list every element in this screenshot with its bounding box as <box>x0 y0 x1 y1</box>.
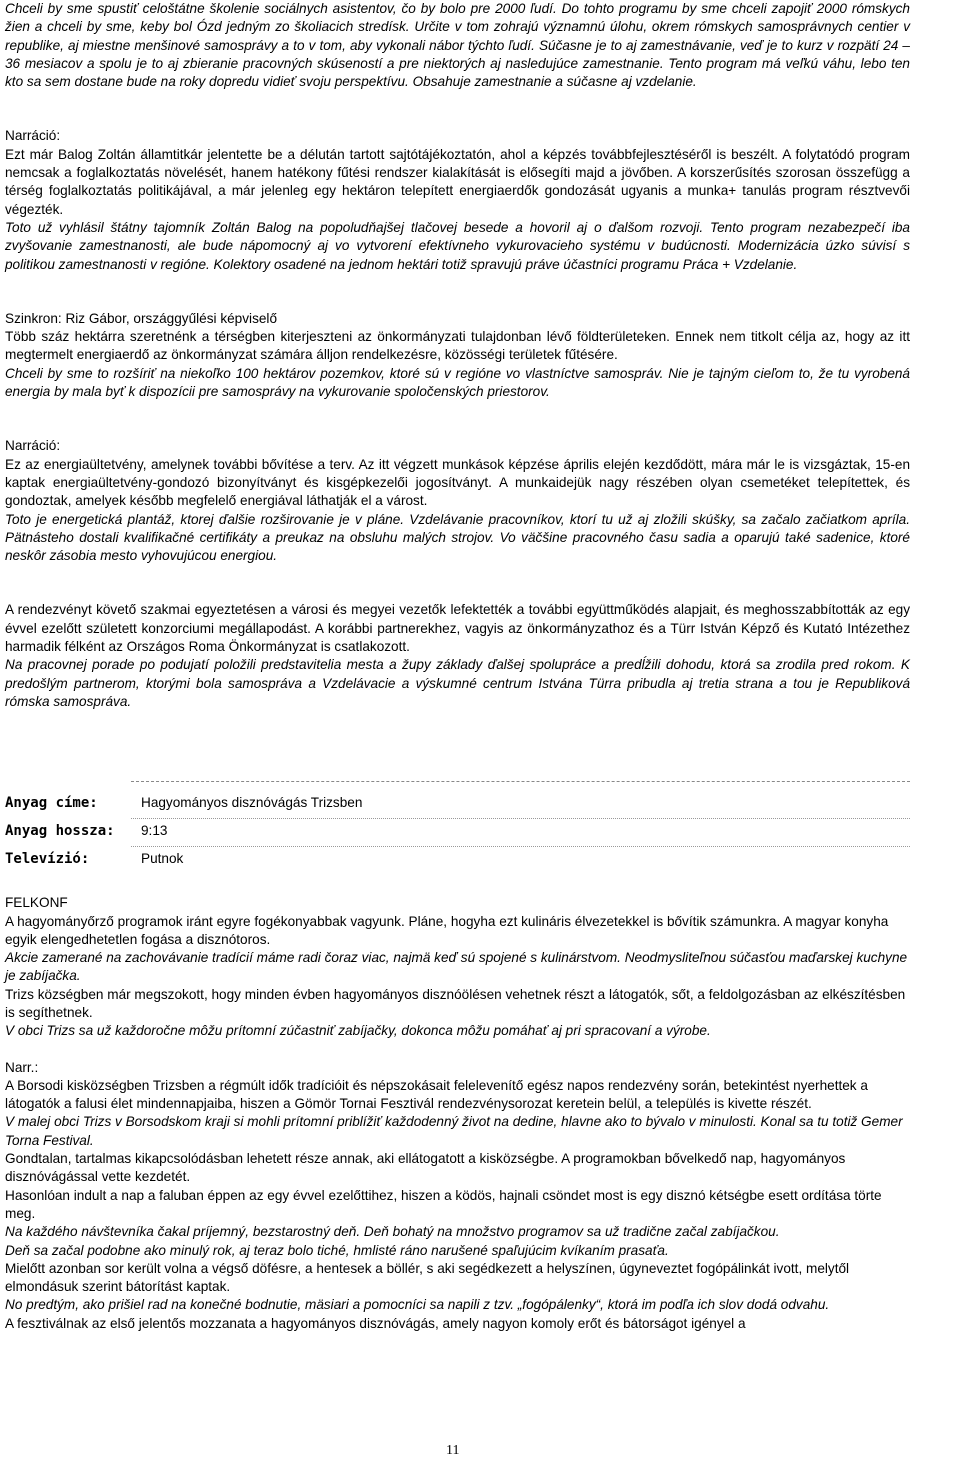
meeting-text-hu: A rendezvényt követő szakmai egyeztetésen a városi és megyei vezetők lefektették a további együttműködés alapjait, és meghosszabbították az egy évvel ezelőtt született konzorciumi megállapodást. A korábbi partnerekhez, vagyis az önkormányzathoz és a Türr István Képző és Kutató Intézethez harmadik félként az Országos Roma Önkormányzat is csatlakozott. <box>5 602 910 655</box>
title-value: Hagyományos disznóvágás Trizsben <box>141 795 363 811</box>
narr-text-sk: Deň sa začal podobne ako minulý rok, aj teraz bolo tiché, hmlisté ráno narušené spaľujúcim kvíkaním prasaťa. <box>5 1242 669 1258</box>
source-text-sk: Chceli by sme to rozšíriť na niekoľko 100 hektárov pozemkov, ktoré sú v regióne vo vlastníctve samospráv. Nie je tajným cieľom to, že tu vyrobená energia by mala byť k dispozícii pre samosprávy na vykurovanie spoločenských priestorov. <box>5 365 910 400</box>
felkonf-label: FELKONF <box>5 895 68 911</box>
felkonf-text-sk: Akcie zamerané na zachovávanie tradícií máme radi čoraz viac, najmä keď sú spojené s kulinárstvom. Neodmysliteľnou súčasťou maďarskej kuchyne je zabíjačka. <box>5 950 908 984</box>
narr-text-sk: Na každého návštevníka čakal príjemný, bezstarostný deň. Deň bohatý na množstvo programov sa už tradične začal zabíjačkou. <box>5 1224 780 1240</box>
felkonf-text-hu: A hagyományőrző programok iránt egyre fogékonyabbak vagyunk. Pláne, hogyha ezt kulináris élvezetekkel is bővítik számunkra. A magyar konyha egyik elengedhetetlen fogása a disznótoros. <box>5 913 889 947</box>
tv-value: Putnok <box>141 851 184 867</box>
length-label: Anyag hossza: <box>5 823 115 840</box>
narr-paragraphs <box>5 1077 910 1333</box>
narration-label: Narráció: <box>5 128 61 144</box>
narration-label: Narráció: <box>5 438 61 454</box>
info-divider <box>131 781 910 782</box>
felkonf-text-sk: V obci Trizs sa už každoročne môžu prítomní zúčastniť zabíjačky, dokonca môžu pomáhať aj pri spracovaní a výrobe. <box>5 1023 711 1039</box>
document-page <box>5 0 910 1333</box>
source-label: Szinkron: Riz Gábor, országgyűlési képviselő <box>5 310 278 326</box>
info-divider <box>131 818 910 819</box>
narr-text-hu: A fesztiválnak az első jelentős mozzanata a hagyományos disznóvágás, amely nagyon komoly erőt és bátorságot igényel a <box>5 1315 746 1331</box>
narration-text-sk: Toto je energetická plantáž, ktorej ďalšie rozširovanie je v pláne. Vzdelávanie pracovníkov, ktorí tu už aj zložili skúšky, sa začalo začiatkom apríla. Pätnásteho dostali kvalifikačné certifikáty a preukaz na obsluhu malých strojov. Vo väčšine pracovného času sadia a oparujú také sadenice, ktoré neskôr zásobia mesto vyhovujúcou energiou. <box>5 511 910 564</box>
narration-text-hu: Ez az energiaültetvény, amelynek további bővítése a terv. Az itt végzett munkások képzése április elején kezdődött, mára már le is vizsgáztak, 15-en kaptak energiaültetvény-gondozó bizonyítványt és kisgépkezelői jogosítványt. A munkaidejük nagy részében olyan csemetéket telepítettek, és gondoztak, amelyek később megfelelő energiával láthatják el a várost. <box>5 456 910 509</box>
narr-text-hu: Hasonlóan indult a nap a faluban éppen az egy évvel ezelőttihez, hiszen a ködös, hajnali csöndet most is egy disznó kétségbe esett ordítása törte meg. <box>5 1187 882 1221</box>
felkonf-text-hu: Trizs községben már megszokott, hogy minden évben hagyományos disznóölésen vehetnek részt a látogatók, sőt, a feldolgozásban az elkészítésben is segíthetnek. <box>5 986 906 1020</box>
length-value: 9:13 <box>141 823 168 839</box>
meeting-text-sk: Na pracovnej porade po podujatí položili predstavitelia mesta a župy základy ďalšej spolupráce a predĺžili dohodu, ktorá sa zrodila pred rokom. K predošlým partnerom, ktorými bola samospráva a Vzdelávacie a výskumné centrum Istvána Türra pribudla aj tretia strana a tou je Republiková rómska samospráva. <box>5 657 910 709</box>
narr-text-hu: Gondtalan, tartalmas kikapcsolódásban lehetett része annak, aki ellátogatott a kisközségbe. A programokban bővelkedő nap, hagyományos disznóvágással vette kezdetét. <box>5 1151 846 1185</box>
narration-text-sk: Toto už vyhlásil štátny tajomník Zoltán Balog na popoludňajšej tlačovej besede a hovoril aj o ďalšom rozvoji. Tento program nezabezpečí iba zvyšovanie zamestnanosti, ale bude nápomocný aj vo vytvorení efektívneho vykurovacieho systému v budúcnosti. Modernizácia úzko súvisí s politikou zamestnanosti v regióne. Kolektory osadené na jednom hektári totiž spravujú práve účastníci programu Práca + Vzdelanie. <box>5 219 910 272</box>
narr-text-sk: V malej obci Trizs v Borsodskom kraji si mohli prítomní priblížiť každodenný život na dedine, hlavne ako to bývalo v minulosti. Konal sa tu totiž Gemer Torna Festival. <box>5 1114 903 1148</box>
info-divider <box>131 846 910 847</box>
tv-label: Televízió: <box>5 851 90 868</box>
page-number: 11 <box>446 1443 460 1458</box>
narr-label: Narr.: <box>5 1059 39 1075</box>
intro-paragraph-sk: Chceli by sme spustiť celoštátne školenie sociálnych asistentov, čo by bolo pre 2000 ľudí. Do tohto programu by sme chceli zapojiť 2000 rómskych žien a chceli by sme, keby bol Ózd jedným zo školiacich stredísk. Určite v tom zohrajú významnú úlohu, okrem rómskych samosprávnych centier v republike, aj miestne menšinové samosprávy a to v tom, aby vykonali nábor týchto ľudí. Súčasne je to aj zamestnávanie, veď je to kurz v rozpätí 24 – 36 mesiacov a spolu je to aj zbieranie pracovných skúseností a pre niektorých aj nasledujúce zamestnanie. Tento program má veľkú váhu, lebo ten kto sa sem dostane bude na roky dopredu vidieť svoju perspektívu. Obsahuje zamestnanie a súčasne aj vzdelanie. <box>5 1 910 90</box>
title-label: Anyag címe: <box>5 795 98 812</box>
narr-text-sk: No predtým, ako prišiel rad na konečné bodnutie, mäsiari a pomocníci sa napili z tzv. „fogópálenky“, ktorá im podľa ich slov dodá odvahu. <box>5 1297 830 1313</box>
narration-text-hu: Ezt már Balog Zoltán államtitkár jelentette be a délután tartott sajtótájékoztatón, ahol a képzés továbbfejlesztéséről is beszélt. A folytatódó program nemcsak a foglalkoztatás növelését, hanem hatékony fűtési rendszer kialakítását is elősegíti majd a jövőben. A korszerűsítés szorosan összefügg a térség foglalkoztatás politikájával, a már jelenleg egy hektáron telepített energiaerdők gondozását ugyanis a munka+ tanulás program résztvevői végezték. <box>5 146 910 217</box>
narr-text-hu: A Borsodi kisközségben Trizsben a régmúlt idők tradícióit és népszokásait felelevenítő egész napos rendezvény során, betekintést nyerhettek a látogatók a falusi élet mindennapjaiba, hiszen a Gömör Tornai Fesztivál rendezvénysorozat keretein belül, a település is kivette részét. <box>5 1077 868 1112</box>
material-info-block <box>5 781 910 876</box>
narr-text-hu: Mielőtt azonban sor került volna a végső döfésre, a hentesek a böllér, s aki segédkezett a helyszínen, úgyneveztet fogópálinkát ivott, melytől elmondásuk szerint bátorítást kaptak. <box>5 1260 850 1295</box>
source-text-hu: Több száz hektárra szeretnénk a térségben kiterjeszteni az önkormányzati tulajdonban lévő földterületeken. Ennek nem titkolt célja az, hogy az itt megtermelt energiaerdő az önkormányzat számára álljon rendelkezésre, közösségi területek fűtésére. <box>5 329 910 363</box>
